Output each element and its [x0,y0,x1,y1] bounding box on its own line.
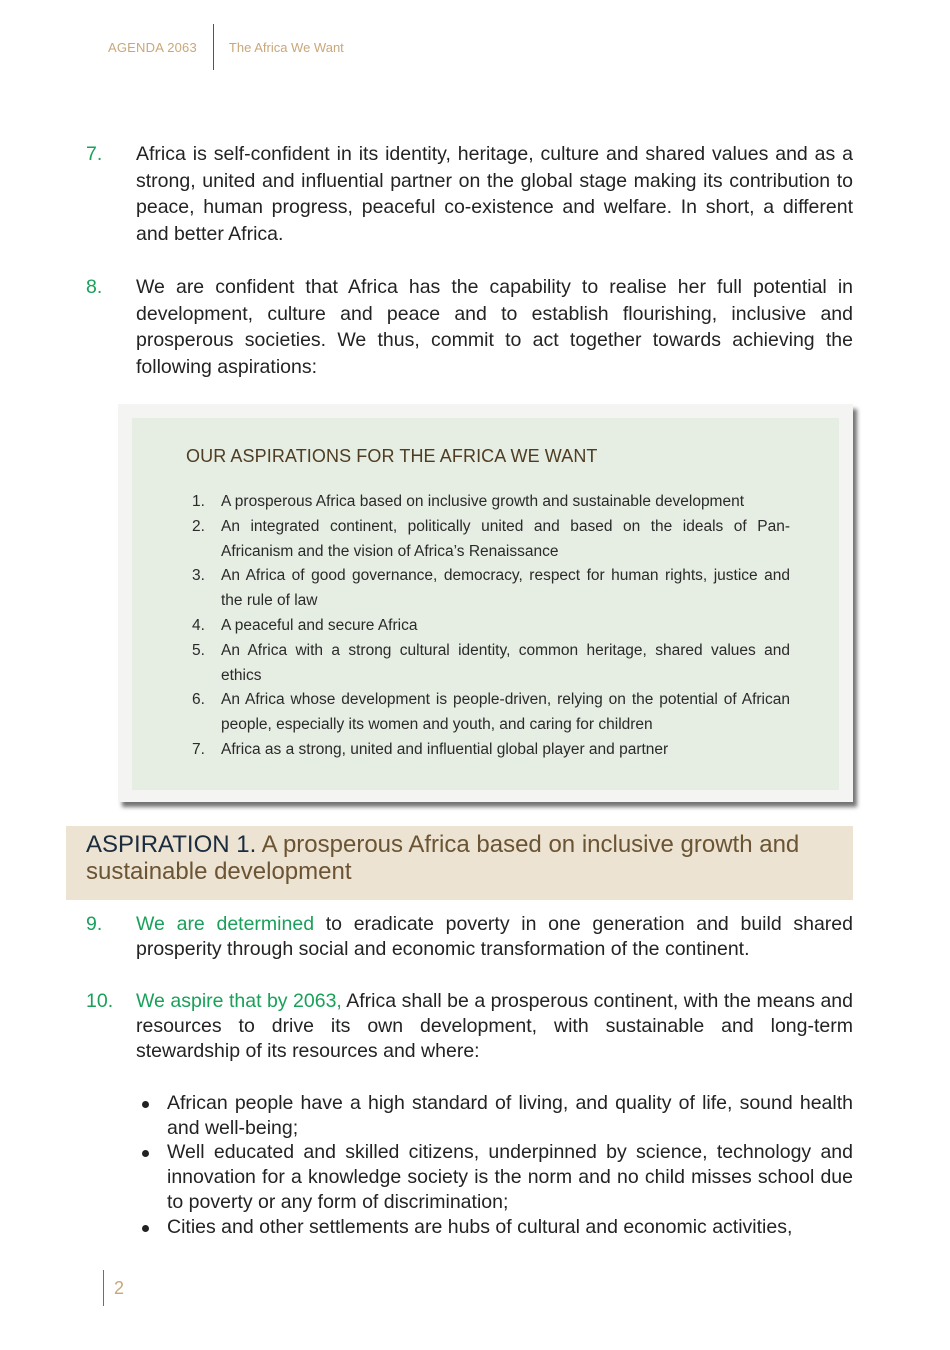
paragraph-8 [86,274,853,381]
bullet-item [136,1140,853,1214]
paragraph-number: 9. [86,913,103,935]
bullet-icon [142,1225,149,1232]
running-header [108,24,344,70]
item-text: A prosperous Africa based on inclusive growth and sustainable development [221,493,745,510]
paragraph-lead: We are determined [136,913,315,935]
aspiration-1-banner [66,826,853,900]
paragraph-number: 10. [86,990,114,1012]
paragraph-lead: We aspire that by 2063, [136,990,342,1012]
item-number: 3. [192,567,205,585]
paragraph-10 [86,989,853,1063]
aspirations-list [186,490,790,763]
item-number: 2. [192,517,205,535]
item-text: An Africa of good governance, democracy, respect for human rights, justice and the rule of law [221,567,790,610]
item-text: An integrated continent, politically united and based on the ideals of Pan-Africanism and the vision of Africa’s Renaissance [221,517,790,560]
bullet-text: African people have a high standard of living, and quality of life, sound health and well-being; [167,1092,853,1139]
paragraph-body: Africa shall be a prosperous continent, with the means and resources to drive its own development, with sustainable and long-term stewardship of its resources and where: [136,990,853,1062]
item-number: 5. [192,641,205,659]
page-footer [103,1270,124,1306]
paragraph-number: 8. [86,276,103,298]
footer-divider [103,1270,104,1306]
paragraph-text [136,989,853,1063]
prosperity-bullet-list [136,1091,853,1239]
paragraph-9 [86,912,853,961]
aspirations-box-inner [132,418,839,790]
bullet-item [136,1091,853,1140]
item-text: A peaceful and secure Africa [221,616,418,634]
bullet-icon [142,1101,149,1108]
bullet-text: Well educated and skilled citizens, underpinned by science, technology and innovation for a knowledge society is the norm and no child misses school due to poverty or any form of discrimination; [167,1141,853,1213]
banner-label: ASPIRATION 1. [86,831,257,858]
banner-text [86,832,846,885]
item-text: Africa as a strong, united and influential global player and partner [221,740,669,758]
aspiration-item [186,515,790,565]
aspiration-item [186,614,790,639]
paragraph-7 [86,141,853,248]
paragraph-body: to eradicate poverty in one generation and build shared prosperity through social and economic transformation of the continent. [136,913,853,960]
paragraph-text: We are confident that Africa has the capability to realise her full potential in development, culture and peace and to establish flourishing, inclusive and prosperous societies. We thus, commit to act together towards achieving the following aspirations: [136,276,853,379]
header-title: The Africa We Want [228,40,344,55]
item-number: 7. [192,740,205,758]
item-number: 6. [192,691,205,709]
item-text: An Africa with a strong cultural identity, common heritage, shared values and ethics [221,641,790,684]
paragraph-number: 7. [86,143,103,165]
aspiration-item [186,490,790,515]
paragraph-text: Africa is self-confident in its identity, heritage, culture and shared values and as a strong, united and influential partner on the global stage making its contribution to peace, human progress, peaceful co-existence and welfare. In short, a different and better Africa. [136,143,853,246]
aspirations-title: OUR ASPIRATIONS FOR THE AFRICA WE WANT [186,446,598,466]
bullet-item [136,1215,853,1240]
paragraph-text [136,912,853,961]
header-publication: AGENDA 2063 [108,40,197,55]
item-number: 4. [192,616,205,634]
aspirations-box [118,404,853,802]
banner-title: A prosperous Africa based on inclusive growth and sustainable development [86,831,800,885]
item-number: 1. [192,493,205,510]
aspiration-item [186,688,790,738]
bullet-text: Cities and other settlements are hubs of cultural and economic activities, [167,1215,793,1238]
aspiration-item [186,564,790,614]
aspiration-item [186,639,790,689]
item-text: An Africa whose development is people-driven, relying on the potential of African people, especially its women and youth, and caring for children [221,691,790,734]
bullet-icon [142,1150,149,1157]
page-number: 2 [114,1277,125,1298]
aspiration-item [186,738,790,763]
